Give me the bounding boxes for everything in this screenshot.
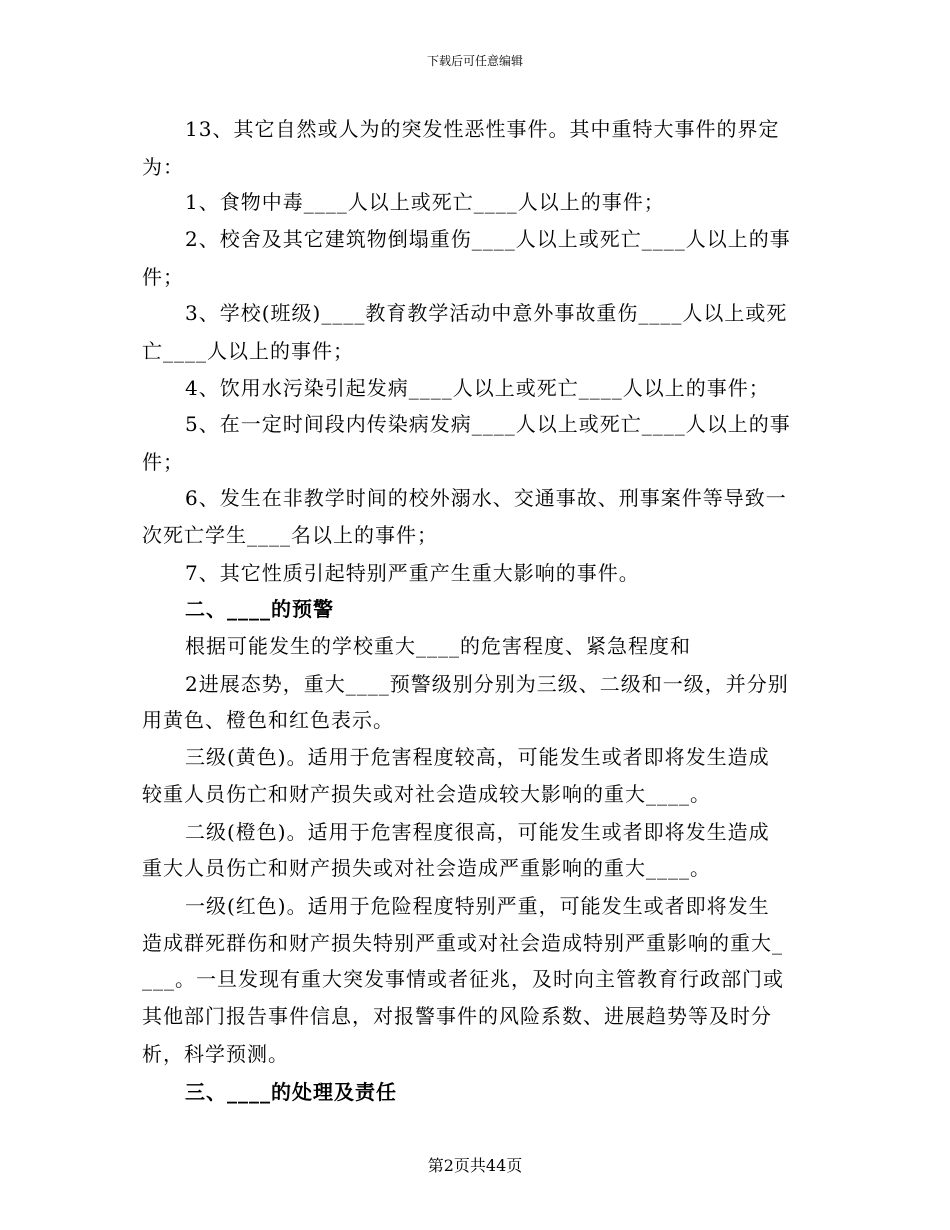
paragraph-line: 根据可能发生的学校重大____的危害程度、紧急程度和 bbox=[185, 634, 691, 658]
paragraph-line: 次死亡学生____名以上的事件； bbox=[142, 523, 438, 547]
page-header: 下载后可任意编辑 bbox=[426, 54, 523, 68]
paragraph-line: 造成群死群伤和财产损失特别严重或对社会造成特别严重影响的重大_ bbox=[142, 931, 783, 955]
paragraph-line: 为： bbox=[142, 155, 184, 179]
paragraph-line: 13、其它自然或人为的突发性恶性事件。其中重特大事件的界定 bbox=[185, 117, 780, 141]
paragraph-line: 一级(红色)。适用于危险程度特别严重，可能发生或者即将发生 bbox=[185, 894, 770, 918]
paragraph-line: 4、饮用水污染引起发病____人以上或死亡____人以上的事件； bbox=[185, 376, 770, 400]
paragraph-line: 3、学校(班级)____教育教学活动中意外事故重伤____人以上或死 bbox=[185, 301, 788, 325]
paragraph-line: 2、校舍及其它建筑物倒塌重伤____人以上或死亡____人以上的事 bbox=[185, 227, 791, 251]
paragraph-line: 二级(橙色)。适用于危害程度很高，可能发生或者即将发生造成 bbox=[185, 820, 770, 844]
paragraph-line: 2进展态势，重大____预警级别分别为三级、二级和一级，并分别 bbox=[185, 672, 789, 696]
section-heading: 二、____的预警 bbox=[185, 597, 334, 621]
page-footer: 第2页共44页 bbox=[427, 1156, 523, 1175]
paragraph-line: 其他部门报告事件信息，对报警事件的风险系数、进展趋势等及时分 bbox=[142, 1004, 772, 1028]
section-heading: 三、____的处理及责任 bbox=[185, 1080, 397, 1104]
paragraph-line: 6、发生在非教学时间的校外溺水、交通事故、刑事案件等导致一 bbox=[185, 486, 787, 510]
paragraph-line: 析，科学预测。 bbox=[142, 1042, 289, 1066]
paragraph-line: 7、其它性质引起特别严重产生重大影响的事件。 bbox=[185, 561, 640, 585]
paragraph-line: ___。一旦发现有重大突发事情或者征兆，及时向主管教育行政部门或 bbox=[142, 967, 784, 991]
paragraph-line: 重大人员伤亡和财产损失或对社会造成严重影响的重大____。 bbox=[142, 856, 711, 880]
paragraph-line: 5、在一定时间段内传染病发病____人以上或死亡____人以上的事 bbox=[185, 412, 791, 436]
paragraph-line: 件； bbox=[142, 450, 184, 474]
paragraph-line: 三级(黄色)。适用于危害程度较高，可能发生或者即将发生造成 bbox=[185, 745, 770, 769]
paragraph-line: 1、食物中毒____人以上或死亡____人以上的事件； bbox=[185, 190, 665, 214]
paragraph-line: 用黄色、橙色和红色表示。 bbox=[142, 708, 394, 732]
paragraph-line: 件； bbox=[142, 265, 184, 289]
paragraph-line: 较重人员伤亡和财产损失或对社会造成较大影响的重大____。 bbox=[142, 782, 711, 806]
paragraph-line: 亡____人以上的事件； bbox=[142, 339, 354, 363]
